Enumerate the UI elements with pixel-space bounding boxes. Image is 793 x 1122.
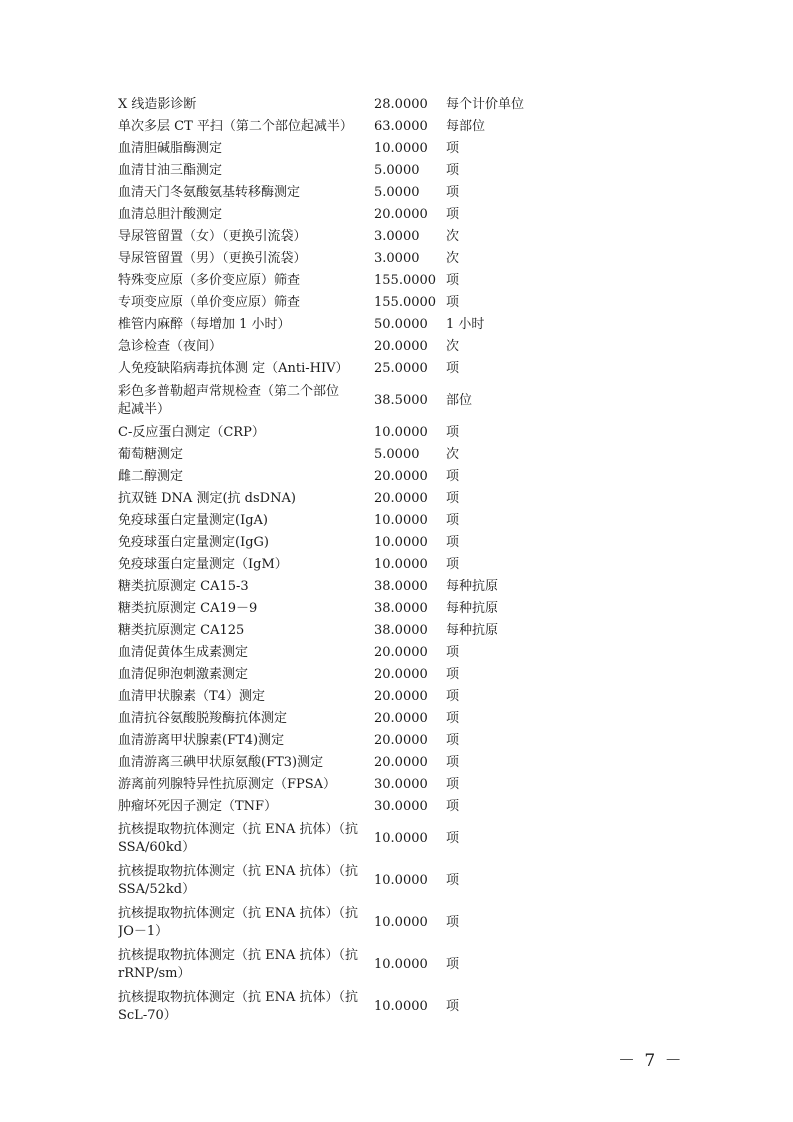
table-row <box>118 488 558 510</box>
item-price: 50.0000 <box>374 317 428 332</box>
item-unit: 项 <box>446 799 460 814</box>
table-row <box>118 466 558 488</box>
item-unit: 次 <box>446 251 460 266</box>
item-unit: 次 <box>446 447 460 462</box>
item-unit: 项 <box>446 141 460 156</box>
table-row <box>118 774 558 796</box>
table-row <box>118 204 558 226</box>
table-row <box>118 160 558 182</box>
item-name: 特殊变应原（多价变应原）筛查 <box>118 273 301 288</box>
table-row <box>118 116 558 138</box>
table-row <box>118 598 558 620</box>
item-price: 38.0000 <box>374 623 428 638</box>
item-name: 单次多层 CT 平扫（第二个部位起减半） <box>118 119 353 134</box>
table-row <box>118 686 558 708</box>
table-row <box>118 248 558 270</box>
item-price: 10.0000 <box>374 831 428 846</box>
item-unit: 项 <box>446 831 460 846</box>
table-row <box>118 138 558 160</box>
page-number: － 7 － <box>618 1051 684 1071</box>
item-name: 葡萄糖测定 <box>118 447 184 462</box>
table-row <box>118 986 558 1028</box>
item-unit: 项 <box>446 711 460 726</box>
item-unit: 次 <box>446 339 460 354</box>
item-price: 20.0000 <box>374 491 428 506</box>
table-row <box>118 510 558 532</box>
item-price: 30.0000 <box>374 777 428 792</box>
item-name: 血清胆碱脂酶测定 <box>118 141 223 156</box>
item-unit: 项 <box>446 163 460 178</box>
table-row <box>118 944 558 986</box>
item-price: 20.0000 <box>374 207 428 222</box>
item-unit: 项 <box>446 185 460 200</box>
item-price: 20.0000 <box>374 755 428 770</box>
item-name: 血清甘油三酯测定 <box>118 163 223 178</box>
item-price: 5.0000 <box>374 185 420 200</box>
item-price: 30.0000 <box>374 799 428 814</box>
table-row <box>118 380 558 422</box>
item-name: 导尿管留置（男）（更换引流袋） <box>118 251 307 266</box>
table-row <box>118 642 558 664</box>
table-row <box>118 664 558 686</box>
item-price: 10.0000 <box>374 425 428 440</box>
item-unit: 项 <box>446 273 460 288</box>
item-unit: 项 <box>446 513 460 528</box>
item-name: 免疫球蛋白定量测定(IgG) <box>118 535 269 550</box>
item-name: 糖类抗原测定 CA19－9 <box>118 601 258 616</box>
item-price: 5.0000 <box>374 163 420 178</box>
item-name: 血清游离甲状腺素(FT4)测定 <box>118 733 285 748</box>
item-price: 20.0000 <box>374 469 428 484</box>
item-price: 3.0000 <box>374 229 420 244</box>
table-row <box>118 576 558 598</box>
table-row <box>118 358 558 380</box>
item-price: 38.0000 <box>374 601 428 616</box>
item-price: 10.0000 <box>374 957 428 972</box>
item-unit: 项 <box>446 999 460 1014</box>
item-name: 彩色多普勒超声常规检查（第二个部位 起减半） <box>118 384 340 417</box>
item-price: 20.0000 <box>374 645 428 660</box>
table-row <box>118 226 558 248</box>
item-name: 专项变应原（单价变应原）筛查 <box>118 295 301 310</box>
item-price: 20.0000 <box>374 339 428 354</box>
item-unit: 项 <box>446 873 460 888</box>
item-unit: 每种抗原 <box>446 601 499 616</box>
item-unit: 项 <box>446 491 460 506</box>
item-unit: 项 <box>446 777 460 792</box>
item-name: 血清游离三碘甲状原氨酸(FT3)测定 <box>118 755 324 770</box>
item-name: 雌二醇测定 <box>118 469 184 484</box>
item-unit: 每种抗原 <box>446 623 499 638</box>
item-unit: 项 <box>446 667 460 682</box>
item-name: 血清甲状腺素（T4）测定 <box>118 689 265 704</box>
item-name: 免疫球蛋白定量测定（IgM） <box>118 557 288 572</box>
item-price: 38.0000 <box>374 579 428 594</box>
item-name: 肿瘤坏死因子测定（TNF） <box>118 799 278 814</box>
fee-table-body <box>118 94 558 1028</box>
item-price: 25.0000 <box>374 361 428 376</box>
item-price: 63.0000 <box>374 119 428 134</box>
item-name: 血清促卵泡刺激素测定 <box>118 667 249 682</box>
table-row <box>118 182 558 204</box>
item-price: 10.0000 <box>374 557 428 572</box>
item-unit: 项 <box>446 557 460 572</box>
item-price: 20.0000 <box>374 689 428 704</box>
item-name: 急诊检查（夜间） <box>118 339 223 354</box>
item-name: 游离前列腺特异性抗原测定（FPSA） <box>118 777 337 792</box>
item-unit: 项 <box>446 207 460 222</box>
table-row <box>118 860 558 902</box>
item-unit: 项 <box>446 689 460 704</box>
item-unit: 次 <box>446 229 460 244</box>
item-unit: 项 <box>446 295 460 310</box>
item-unit: 项 <box>446 425 460 440</box>
item-price: 10.0000 <box>374 535 428 550</box>
item-name: 免疫球蛋白定量测定(IgA) <box>118 513 268 528</box>
item-unit: 项 <box>446 535 460 550</box>
item-unit: 项 <box>446 915 460 930</box>
table-row <box>118 336 558 358</box>
table-row <box>118 532 558 554</box>
table-row <box>118 902 558 944</box>
item-price: 10.0000 <box>374 141 428 156</box>
item-name: 血清总胆汁酸测定 <box>118 207 223 222</box>
table-row <box>118 708 558 730</box>
item-name: 抗双链 DNA 测定(抗 dsDNA) <box>118 491 296 506</box>
item-unit: 每个计价单位 <box>446 97 525 112</box>
item-unit: 项 <box>446 957 460 972</box>
item-price: 10.0000 <box>374 873 428 888</box>
item-unit: 每种抗原 <box>446 579 499 594</box>
table-row <box>118 554 558 576</box>
table-row <box>118 752 558 774</box>
item-unit: 1 小时 <box>446 317 485 332</box>
item-unit: 每部位 <box>446 119 486 134</box>
item-name: 血清促黄体生成素测定 <box>118 645 249 660</box>
item-price: 20.0000 <box>374 667 428 682</box>
table-row <box>118 94 558 116</box>
item-unit: 部位 <box>446 393 473 408</box>
table-row <box>118 422 558 444</box>
item-price: 20.0000 <box>374 711 428 726</box>
item-name: 血清天门冬氨酸氨基转移酶测定 <box>118 185 301 200</box>
item-price: 10.0000 <box>374 915 428 930</box>
item-name: 抗核提取物抗体测定（抗 ENA 抗体）（抗 rRNP/sm） <box>118 948 359 981</box>
item-unit: 项 <box>446 469 460 484</box>
item-name: 人免疫缺陷病毒抗体测 定（Anti-HIV） <box>118 361 349 376</box>
item-name: 抗核提取物抗体测定（抗 ENA 抗体）（抗 SSA/52kd） <box>118 864 359 897</box>
item-name: C-反应蛋白测定（CRP） <box>118 425 265 440</box>
item-name: 抗核提取物抗体测定（抗 ENA 抗体）（抗 SSA/60kd） <box>118 822 359 855</box>
item-price: 3.0000 <box>374 251 420 266</box>
item-price: 155.0000 <box>374 295 437 310</box>
item-price: 28.0000 <box>374 97 428 112</box>
table-row <box>118 314 558 336</box>
table-row <box>118 620 558 642</box>
item-name: 抗核提取物抗体测定（抗 ENA 抗体）（抗 JO－1） <box>118 906 359 939</box>
item-name: 椎管内麻醉（每增加 1 小时） <box>118 317 291 332</box>
item-unit: 项 <box>446 645 460 660</box>
item-name: 血清抗谷氨酸脱羧酶抗体测定 <box>118 711 288 726</box>
table-row <box>118 796 558 818</box>
table-row <box>118 292 558 314</box>
table-row <box>118 444 558 466</box>
item-price: 38.5000 <box>374 393 428 408</box>
item-price: 5.0000 <box>374 447 420 462</box>
item-name: 糖类抗原测定 CA15-3 <box>118 579 249 594</box>
item-name: 导尿管留置（女）（更换引流袋） <box>118 229 307 244</box>
item-unit: 项 <box>446 733 460 748</box>
item-name: 抗核提取物抗体测定（抗 ENA 抗体）（抗 ScL-70） <box>118 990 359 1023</box>
item-name: 糖类抗原测定 CA125 <box>118 623 245 638</box>
fee-table <box>118 94 558 1028</box>
table-row <box>118 730 558 752</box>
item-unit: 项 <box>446 755 460 770</box>
item-name: X 线造影诊断 <box>118 97 197 112</box>
item-price: 10.0000 <box>374 999 428 1014</box>
table-row <box>118 270 558 292</box>
item-price: 10.0000 <box>374 513 428 528</box>
item-unit: 项 <box>446 361 460 376</box>
item-price: 155.0000 <box>374 273 437 288</box>
item-price: 20.0000 <box>374 733 428 748</box>
table-row <box>118 818 558 860</box>
